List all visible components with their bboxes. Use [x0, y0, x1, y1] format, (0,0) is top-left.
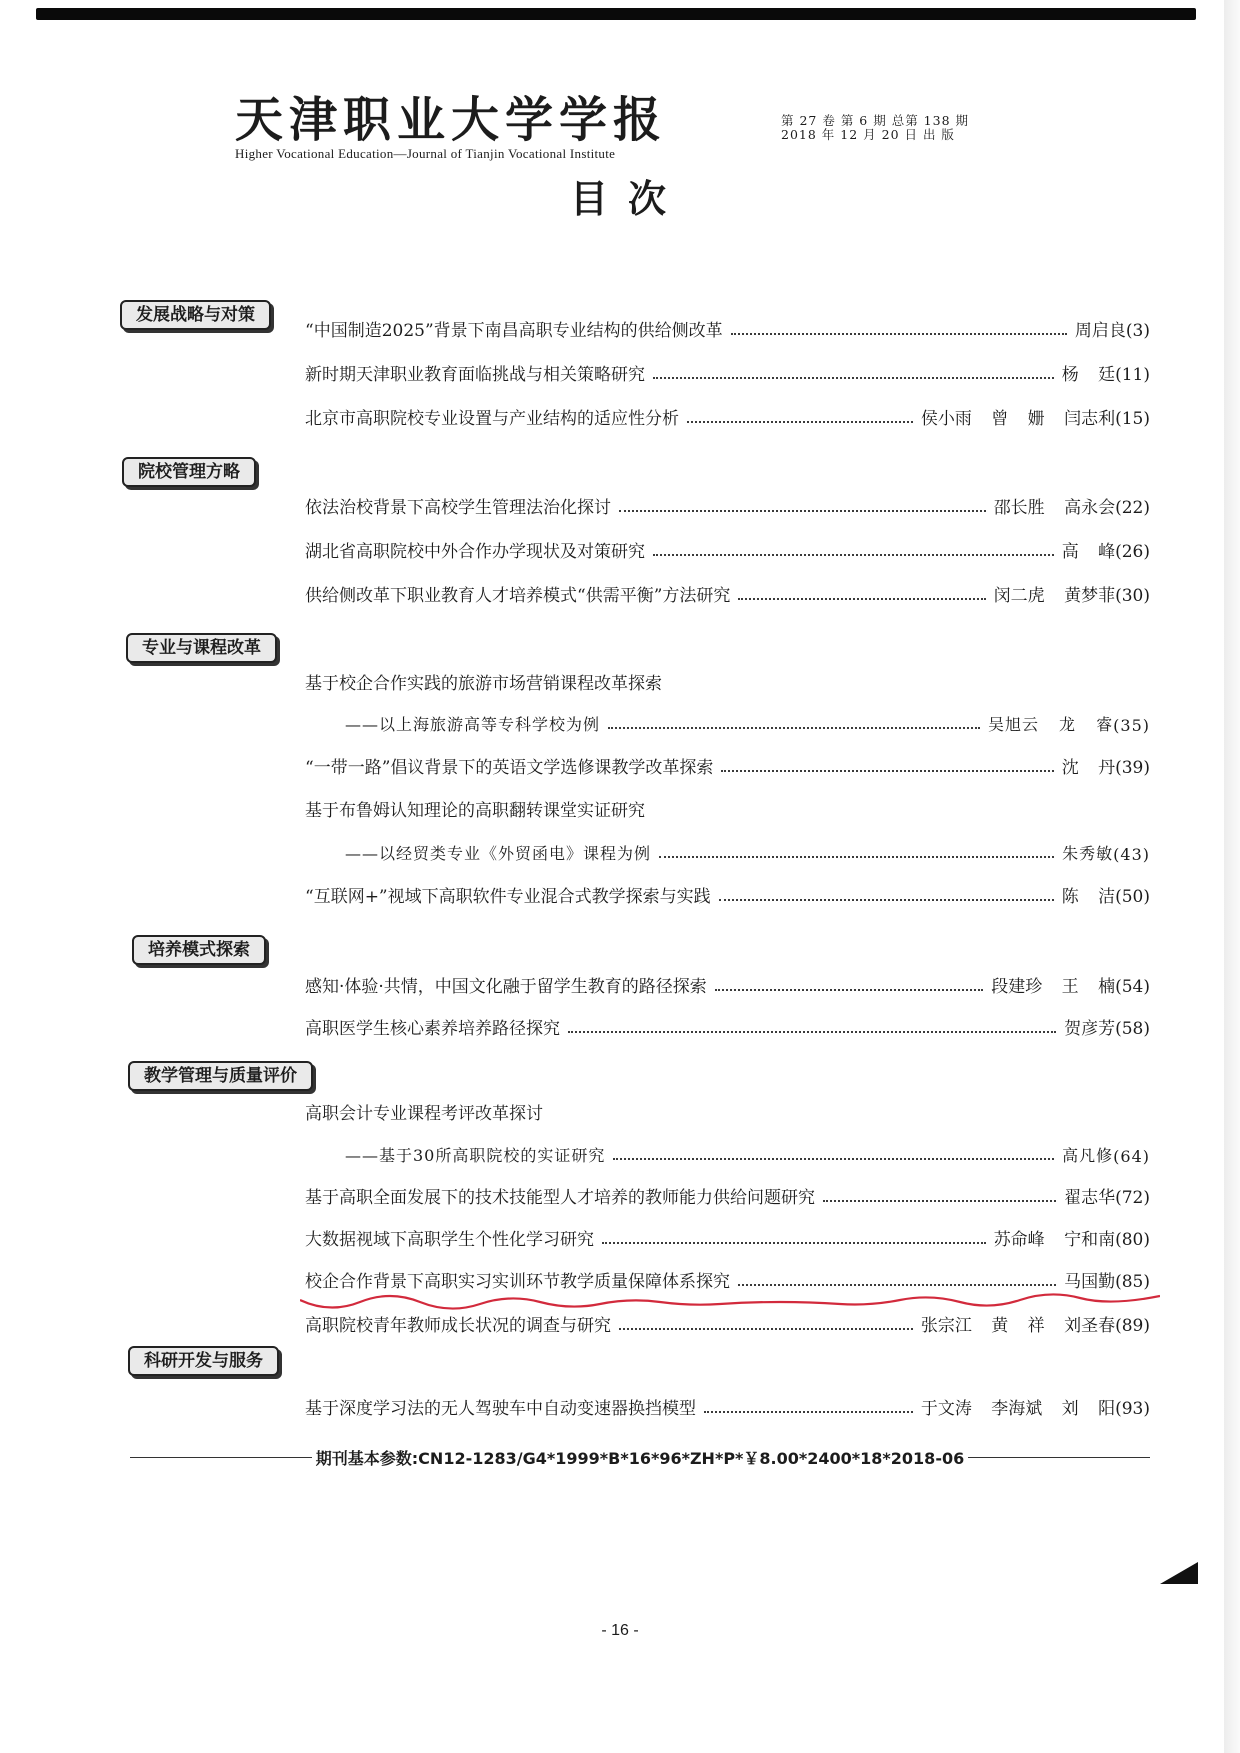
entry-page: (85)	[1115, 1272, 1150, 1292]
section-label-teaching-quality: 教学管理与质量评价	[128, 1061, 313, 1091]
page-number: - 16 -	[601, 1622, 639, 1639]
entry-author: 周启良	[1074, 321, 1126, 341]
entry-title: 基于深度学习法的无人驾驶车中自动变速器换挡模型	[305, 1399, 696, 1419]
dot-leader	[653, 377, 1054, 379]
toc-entry[interactable]	[305, 969, 1150, 997]
dot-leader	[602, 1242, 986, 1244]
toc-entry[interactable]	[305, 534, 1150, 562]
entry-title: 高职医学生核心素养培养路径探究	[305, 1019, 560, 1039]
toc-entry-highlighted[interactable]	[305, 1264, 1150, 1292]
entry-title: “互联网+”视域下高职软件专业混合式教学探索与实践	[305, 887, 711, 907]
entry-author: 贺彦芳	[1064, 1019, 1116, 1039]
entry-page: (35)	[1113, 716, 1150, 735]
entry-author: 沈 丹	[1061, 758, 1116, 778]
entry-title: 校企合作背景下高职实习实训环节教学质量保障体系探究	[305, 1272, 730, 1292]
entry-title: 依法治校背景下高校学生管理法治化探讨	[305, 498, 611, 518]
entry-title: 基于布鲁姆认知理论的高职翻转课堂实证研究	[305, 801, 645, 821]
entry-page: (30)	[1115, 586, 1150, 606]
toc-heading: 目次	[570, 177, 687, 221]
toc-entry-title-line[interactable]	[305, 793, 645, 821]
dot-leader	[704, 1411, 913, 1413]
entry-page: (3)	[1125, 321, 1150, 341]
entry-author: 马国勤	[1064, 1272, 1116, 1292]
dot-leader	[613, 1158, 1054, 1160]
dot-leader	[687, 421, 913, 423]
section-label-strategy: 发展战略与对策	[120, 300, 271, 330]
dot-leader	[738, 598, 985, 600]
entry-page: (54)	[1115, 977, 1150, 997]
entry-page: (15)	[1115, 409, 1150, 429]
entry-author: 苏命峰 宁和南	[993, 1230, 1116, 1250]
dot-leader	[659, 856, 1054, 858]
toc-entry[interactable]	[345, 836, 1150, 864]
entry-title: 湖北省高职院校中外合作办学现状及对策研究	[305, 542, 645, 562]
entry-author: 高凡修	[1062, 1146, 1114, 1165]
entry-author: 于文涛 李海斌 刘 阳	[920, 1399, 1116, 1419]
toc-entry[interactable]	[345, 1138, 1150, 1166]
entry-author: 高 峰	[1061, 542, 1116, 562]
entry-title: 新时期天津职业教育面临挑战与相关策略研究	[305, 365, 645, 385]
dot-leader	[619, 510, 986, 512]
toc-entry[interactable]	[305, 357, 1150, 385]
toc-entry[interactable]	[305, 1011, 1150, 1039]
scan-top-edge	[36, 8, 1196, 20]
entry-page: (39)	[1115, 758, 1150, 778]
entry-page: (26)	[1115, 542, 1150, 562]
entry-title: 北京市高职院校专业设置与产业结构的适应性分析	[305, 409, 679, 429]
journal-parameters	[130, 1442, 1150, 1472]
entry-subtitle: ——基于30所高职院校的实证研究	[345, 1146, 606, 1165]
dot-leader	[719, 899, 1054, 901]
entry-author: 段建珍 王 楠	[991, 977, 1116, 997]
entry-title: “一带一路”倡议背景下的英语文学选修课教学改革探索	[305, 758, 714, 778]
entry-title: 供给侧改革下职业教育人才培养模式“供需平衡”方法研究	[305, 586, 731, 606]
entry-subtitle: ——以经贸类专业《外贸函电》课程为例	[345, 844, 652, 863]
rule-left	[130, 1457, 312, 1458]
scan-corner-mark	[1160, 1562, 1198, 1584]
toc-entry[interactable]	[305, 879, 1150, 907]
entry-page: (72)	[1115, 1188, 1150, 1208]
dot-leader	[721, 770, 1053, 772]
dot-leader	[568, 1031, 1056, 1033]
entry-page: (89)	[1115, 1316, 1150, 1336]
section-label-management: 院校管理方略	[122, 457, 256, 487]
toc-entry[interactable]	[345, 707, 1150, 735]
issue-volume-line: 第 27 卷 第 6 期 总第 138 期	[781, 113, 970, 128]
entry-author: 侯小雨 曾 姗 闫志利	[920, 409, 1116, 429]
entry-subtitle: ——以上海旅游高等专科学校为例	[345, 715, 601, 734]
entry-page: (58)	[1115, 1019, 1150, 1039]
toc-entry[interactable]	[305, 578, 1150, 606]
section-label-research: 科研开发与服务	[128, 1346, 279, 1376]
entry-title: 基于校企合作实践的旅游市场营销课程改革探索	[305, 674, 662, 694]
toc-entry[interactable]	[305, 313, 1150, 341]
entry-page: (43)	[1113, 845, 1150, 864]
entry-title: “中国制造2025”背景下南昌高职专业结构的供给侧改革	[305, 321, 723, 341]
journal-parameters-text: 期刊基本参数:CN12-1283/G4*1999*B*16*96*ZH*P*￥8.00*2400*18*2018-06	[315, 1448, 965, 1468]
dot-leader	[608, 727, 980, 729]
toc-entry-title-line[interactable]	[305, 666, 662, 694]
entry-title: 基于高职全面发展下的技术技能型人才培养的教师能力供给问题研究	[305, 1188, 815, 1208]
toc-entry[interactable]	[305, 1308, 1150, 1336]
entry-page: (11)	[1115, 365, 1150, 385]
entry-author: 邵长胜 高永会	[993, 498, 1116, 518]
entry-title: 感知·体验·共情，中国文化融于留学生教育的路径探索	[305, 977, 707, 997]
toc-entry[interactable]	[305, 1391, 1150, 1419]
toc-entry[interactable]	[305, 490, 1150, 518]
issue-date-line: 2018 年 12 月 20 日 出 版	[781, 127, 955, 142]
dot-leader	[653, 554, 1054, 556]
entry-title: 高职会计专业课程考评改革探讨	[305, 1104, 543, 1124]
section-label-curriculum: 专业与课程改革	[126, 633, 277, 663]
dot-leader	[715, 989, 983, 991]
entry-page: (93)	[1115, 1399, 1150, 1419]
toc-entry[interactable]	[305, 1222, 1150, 1250]
journal-title: 天津职业大学学报	[235, 92, 668, 148]
toc-entry[interactable]	[305, 750, 1150, 778]
journal-subtitle: Higher Vocational Education—Journal of Tianjin Vocational Institute	[235, 146, 616, 161]
issue-info	[781, 114, 969, 142]
entry-page: (80)	[1115, 1230, 1150, 1250]
masthead	[235, 92, 1055, 162]
toc-entry-title-line[interactable]	[305, 1096, 543, 1124]
entry-author: 杨 廷	[1061, 365, 1116, 385]
entry-author: 陈 洁	[1061, 887, 1116, 907]
entry-author: 朱秀敏	[1062, 844, 1114, 863]
dot-leader	[823, 1200, 1056, 1202]
entry-page: (22)	[1115, 498, 1150, 518]
entry-author: 吴旭云 龙 睿	[987, 715, 1114, 734]
entry-author: 闵二虎 黄梦菲	[993, 586, 1116, 606]
dot-leader	[731, 333, 1067, 335]
entry-author: 翟志华	[1064, 1188, 1116, 1208]
entry-title: 大数据视域下高职学生个性化学习研究	[305, 1230, 594, 1250]
entry-page: (64)	[1113, 1147, 1150, 1166]
dot-leader	[619, 1328, 913, 1330]
dot-leader	[738, 1284, 1056, 1286]
entry-page: (50)	[1115, 887, 1150, 907]
toc-entry[interactable]	[305, 1180, 1150, 1208]
scan-right-edge	[1224, 0, 1240, 1753]
entry-title: 高职院校青年教师成长状况的调查与研究	[305, 1316, 611, 1336]
rule-right	[968, 1457, 1150, 1458]
toc-entry[interactable]	[305, 401, 1150, 429]
entry-author: 张宗江 黄 祥 刘圣春	[920, 1316, 1116, 1336]
section-label-training-mode: 培养模式探索	[132, 935, 266, 965]
